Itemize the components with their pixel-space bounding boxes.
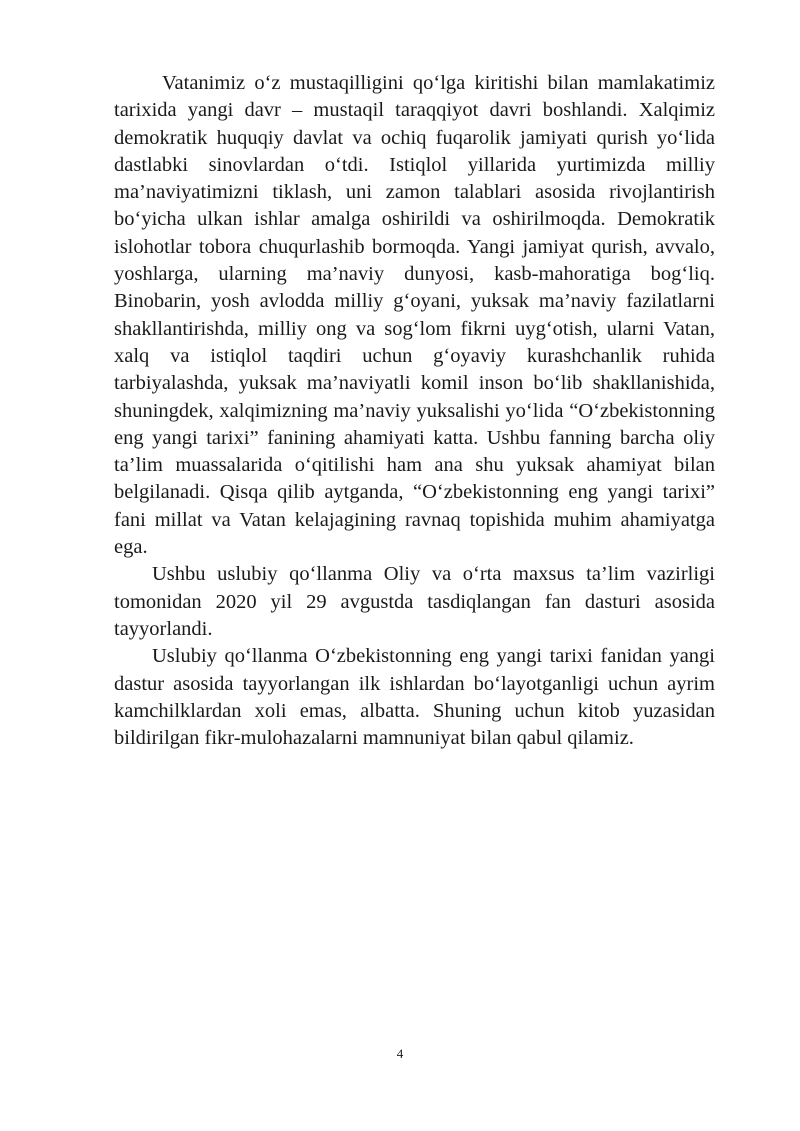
page-number: 4 xyxy=(396,1046,404,1061)
paragraph-closing-note: Uslubiy qo‘llanma O‘zbekistonning eng yangi tarixi fanidan yangi dastur asosida tayyorlangan ilk ishlardan bo‘layotganligi uchun ayrim kamchilklardan xoli emas, albatta. Shuning uchun kitob yuzasidan bildirilgan fikr-mulohazalarni mamnuniyat bilan qabul qilamiz. xyxy=(114,645,715,750)
paragraph-manual-basis: Ushbu uslubiy qo‘llanma Oliy va o‘rta maxsus ta’lim vazirligi tomonidan 2020 yil 29 avgustda tasdiqlangan fan dasturi asosida tayyorlandi. xyxy=(114,563,715,640)
paragraph-intro: Vatanimiz o‘z mustaqilligini qo‘lga kiritishi bilan mamlakatimiz tarixida yangi davr – mustaqil taraqqiyot davri boshlandi. Xalqimiz demokratik huquqiy davlat va ochiq fuqarolik jamiyati qurish yo‘lida dastlabki sinovlardan o‘tdi. Istiqlol yillarida yurtimizda milliy ma’naviyatimizni tiklash, uni zamon talablari asosida rivojlantirish bo‘yicha ulkan ishlar amalga oshirildi va oshirilmoqda. Demokratik islohotlar tobora chuqurlashib bormoqda. Yangi jamiyat qurish, avvalo, yoshlarga, ularning ma’naviy dunyosi, kasb-mahoratiga bog‘liq. Binobarin, yosh avlodda milliy g‘oyani, yuksak ma’naviy fazilatlarni shakllantirishda, milliy ong va sog‘lom fikrni uyg‘otish, ularni Vatan, xalq va istiqlol taqdiri uchun g‘oyaviy kurashchanlik ruhida tarbiyalashda, yuksak ma’naviyatli komil inson bo‘lib shakllanishida, shuningdek, xalqimizning ma’naviy yuksalishi yo‘lida “O‘zbekistonning eng yangi tarixi” fanining ahamiyati katta. Ushbu fanning barcha oliy ta’lim muassalarida o‘qitilishi ham ana shu yuksak ahamiyat bilan belgilanadi. Qisqa qilib aytganda, “O‘zbekistonning eng yangi tarixi” fani millat va Vatan kelajagining ravnaq topishida muhim ahamiyatga ega. xyxy=(114,72,715,559)
page-body xyxy=(114,70,715,752)
